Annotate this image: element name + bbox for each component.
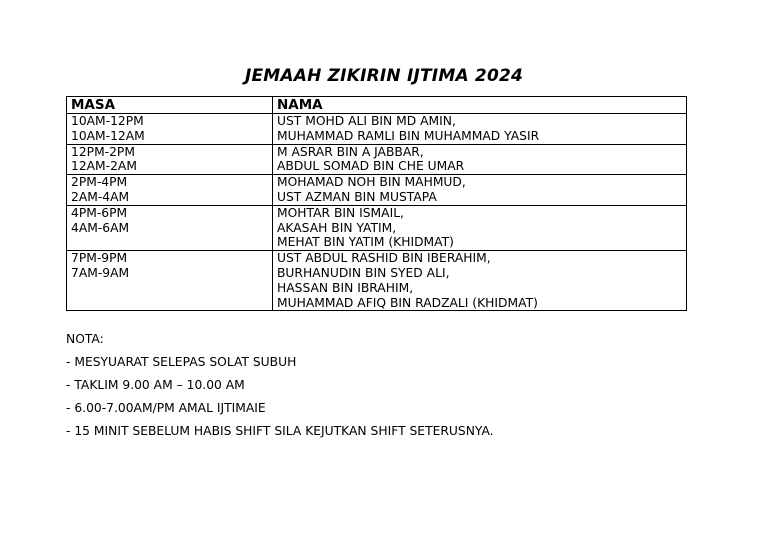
page-title: JEMAAH ZIKIRIN IJTIMA 2024	[244, 66, 524, 86]
cell-masa	[67, 144, 273, 175]
member-name: M ASRAR BIN A JABBAR,	[277, 144, 424, 159]
time-slot: 7PM-9PM	[71, 251, 128, 266]
member-name: UST ABDUL RASHID BIN IBERAHIM,	[277, 251, 491, 266]
member-name: ABDUL SOMAD BIN CHE UMAR	[277, 159, 465, 174]
time-slot: 12PM-2PM	[71, 144, 135, 159]
time-slot: 4PM-6PM	[71, 205, 128, 220]
note-item: - MESYUARAT SELEPAS SOLAT SUBUH	[66, 355, 297, 369]
member-name: MOHTAR BIN ISMAIL,	[277, 205, 404, 220]
cell-nama	[273, 175, 687, 206]
member-name: BURHANUDIN BIN SYED ALI,	[277, 265, 450, 280]
member-name: MUHAMMAD AFIQ BIN RADZALI (KHIDMAT)	[277, 295, 538, 310]
notes-heading: NOTA:	[66, 332, 104, 346]
time-slot: 7AM-9AM	[71, 265, 130, 280]
time-slot: 2PM-4PM	[71, 175, 128, 190]
member-name: HASSAN BIN IBRAHIM,	[277, 280, 414, 295]
table-row	[67, 205, 687, 250]
time-slot: 12AM-2AM	[71, 159, 137, 174]
cell-nama	[273, 144, 687, 175]
member-name: UST AZMAN BIN MUSTAPA	[277, 189, 437, 204]
time-slot: 10AM-12AM	[71, 128, 145, 143]
member-name: UST MOHD ALI BIN MD AMIN,	[277, 114, 456, 128]
table-row	[67, 144, 687, 175]
cell-masa	[67, 251, 273, 311]
time-slot: 10AM-12PM	[71, 114, 144, 128]
schedule-table	[66, 96, 687, 311]
cell-masa	[67, 114, 273, 145]
table-header-row	[67, 97, 687, 114]
cell-masa	[67, 205, 273, 250]
member-name: AKASAH BIN YATIM,	[277, 220, 397, 235]
header-nama: NAMA	[273, 97, 687, 114]
cell-masa	[67, 175, 273, 206]
member-name: MOHAMAD NOH BIN MAHMUD,	[277, 175, 466, 190]
member-name: MEHAT BIN YATIM (KHIDMAT)	[277, 235, 454, 250]
note-item: - 6.00-7.00AM/PM AMAL IJTIMAIE	[66, 401, 266, 415]
table-row	[67, 114, 687, 145]
time-slot: 4AM-6AM	[71, 220, 130, 235]
member-name: MUHAMMAD RAMLI BIN MUHAMMAD YASIR	[277, 128, 540, 143]
table-row	[67, 175, 687, 206]
notes-section	[66, 332, 494, 447]
cell-nama	[273, 251, 687, 311]
table-row	[67, 251, 687, 311]
cell-nama	[273, 205, 687, 250]
note-item: - 15 MINIT SEBELUM HABIS SHIFT SILA KEJUTKAN SHIFT SETERUSNYA.	[66, 424, 494, 438]
header-masa: MASA	[67, 97, 273, 114]
time-slot: 2AM-4AM	[71, 189, 130, 204]
note-item: - TAKLIM 9.00 AM – 10.00 AM	[66, 378, 245, 392]
cell-nama	[273, 114, 687, 145]
